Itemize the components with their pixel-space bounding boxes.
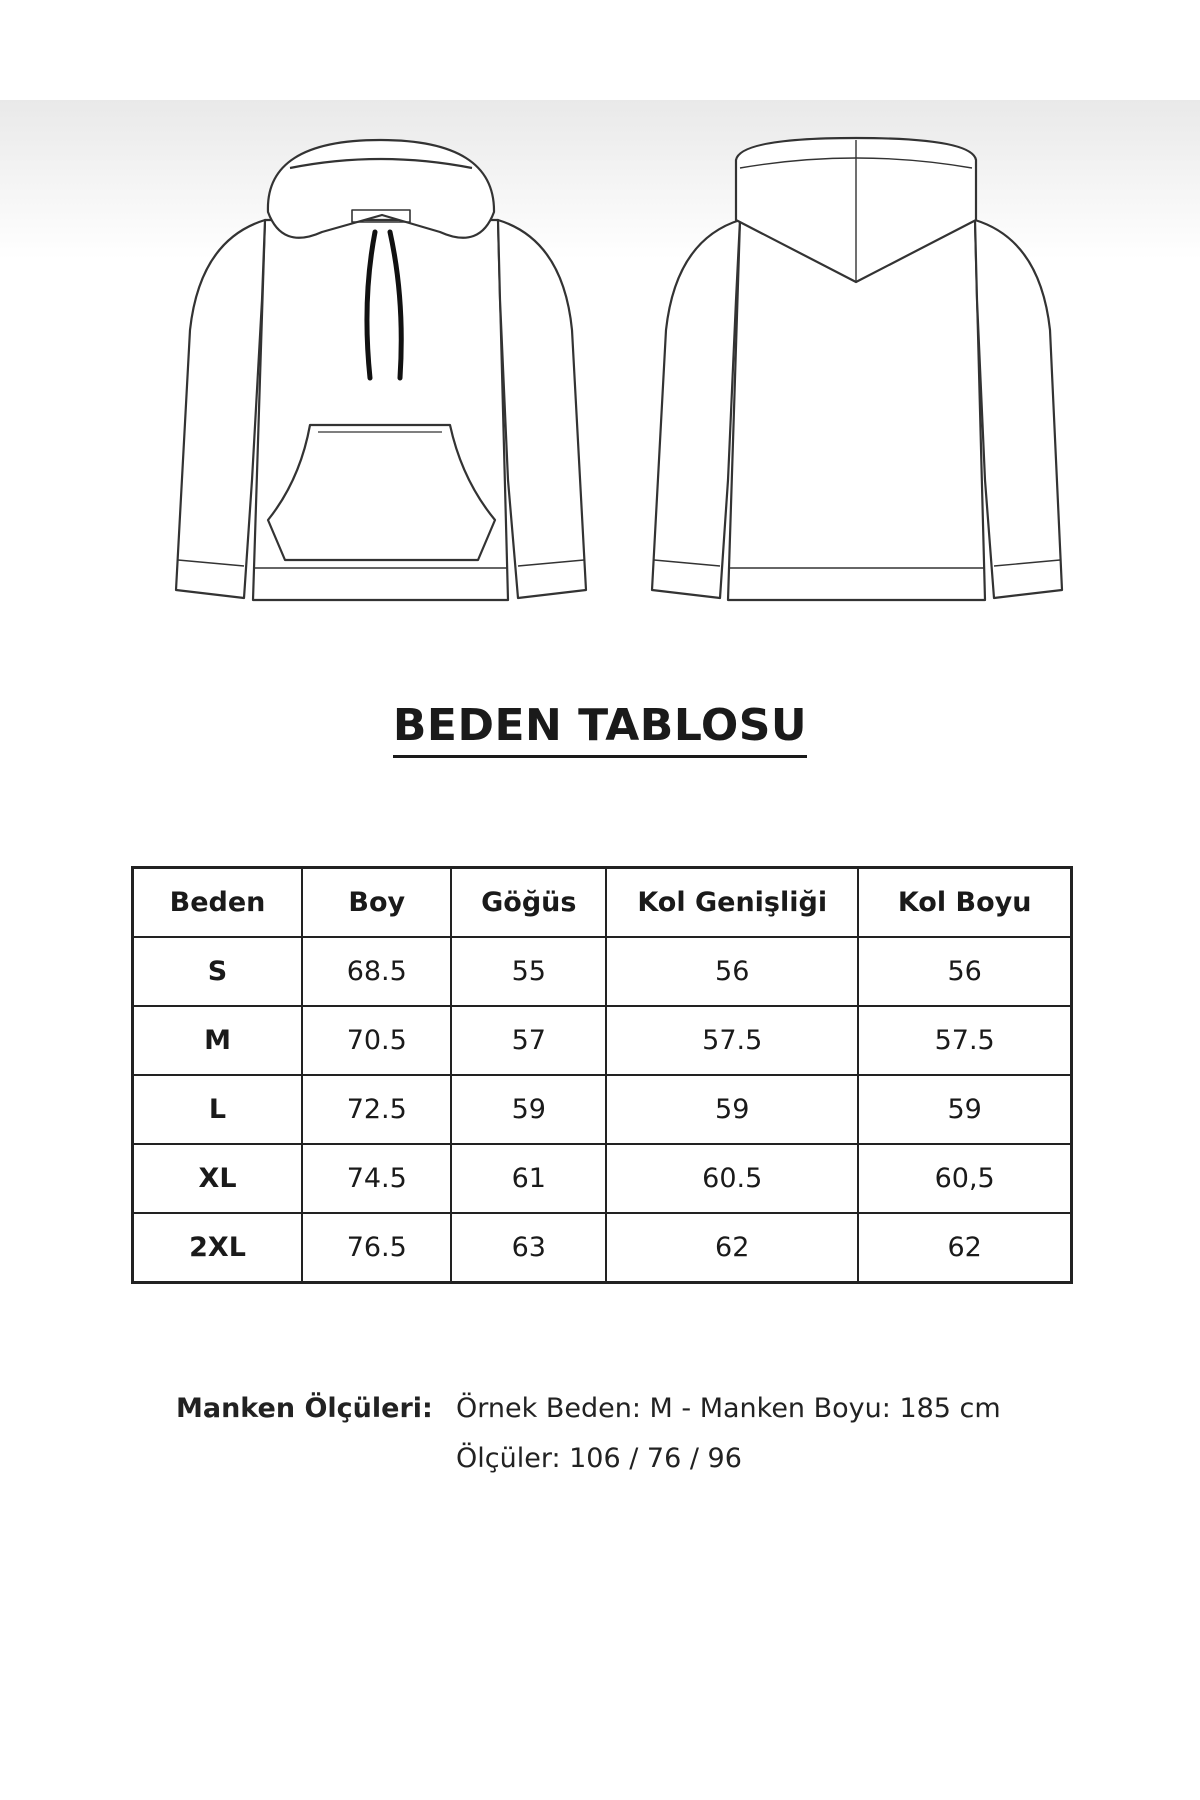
cell-kol-boyu: 57.5 — [858, 1006, 1071, 1075]
cell-kol-boyu: 60,5 — [858, 1144, 1071, 1213]
cell-size: 2XL — [133, 1213, 303, 1283]
cell-kol-genisligi: 56 — [606, 937, 858, 1006]
cell-kol-boyu: 62 — [858, 1213, 1071, 1283]
model-label: Manken Ölçüleri: — [176, 1393, 433, 1424]
table-row — [133, 937, 1072, 1006]
header-beden: Beden — [133, 868, 303, 938]
cell-gogus: 57 — [451, 1006, 606, 1075]
header-kol-genisligi: Kol Genişliği — [606, 868, 858, 938]
cell-size: XL — [133, 1144, 303, 1213]
size-table — [131, 866, 1073, 1284]
header-kol-boyu: Kol Boyu — [858, 868, 1071, 938]
cell-size: S — [133, 937, 303, 1006]
cell-gogus: 63 — [451, 1213, 606, 1283]
hoodie-front-icon — [176, 140, 586, 600]
cell-size: L — [133, 1075, 303, 1144]
cell-boy: 68.5 — [302, 937, 451, 1006]
cell-boy: 76.5 — [302, 1213, 451, 1283]
cell-kol-boyu: 59 — [858, 1075, 1071, 1144]
cell-gogus: 61 — [451, 1144, 606, 1213]
hoodie-illustrations — [0, 0, 1200, 640]
model-measurements — [176, 1384, 1001, 1484]
model-measurements-values: Ölçüler: 106 / 76 / 96 — [456, 1443, 742, 1474]
hoodie-back-icon — [652, 138, 1062, 600]
page-title-text: BEDEN TABLOSU — [393, 700, 807, 758]
cell-boy: 72.5 — [302, 1075, 451, 1144]
cell-boy: 70.5 — [302, 1006, 451, 1075]
header-gogus: Göğüs — [451, 868, 606, 938]
header-boy: Boy — [302, 868, 451, 938]
model-line-1 — [176, 1384, 1001, 1434]
cell-kol-boyu: 56 — [858, 937, 1071, 1006]
model-sample-size: Örnek Beden: M - Manken Boyu: 185 cm — [456, 1393, 1001, 1424]
table-row — [133, 1006, 1072, 1075]
cell-kol-genisligi: 62 — [606, 1213, 858, 1283]
cell-gogus: 59 — [451, 1075, 606, 1144]
cell-gogus: 55 — [451, 937, 606, 1006]
cell-kol-genisligi: 57.5 — [606, 1006, 858, 1075]
page-title — [0, 700, 1200, 758]
table-row — [133, 1213, 1072, 1283]
cell-kol-genisligi: 60.5 — [606, 1144, 858, 1213]
table-row — [133, 1075, 1072, 1144]
table-header-row — [133, 868, 1072, 938]
table-row — [133, 1144, 1072, 1213]
cell-kol-genisligi: 59 — [606, 1075, 858, 1144]
cell-boy: 74.5 — [302, 1144, 451, 1213]
cell-size: M — [133, 1006, 303, 1075]
